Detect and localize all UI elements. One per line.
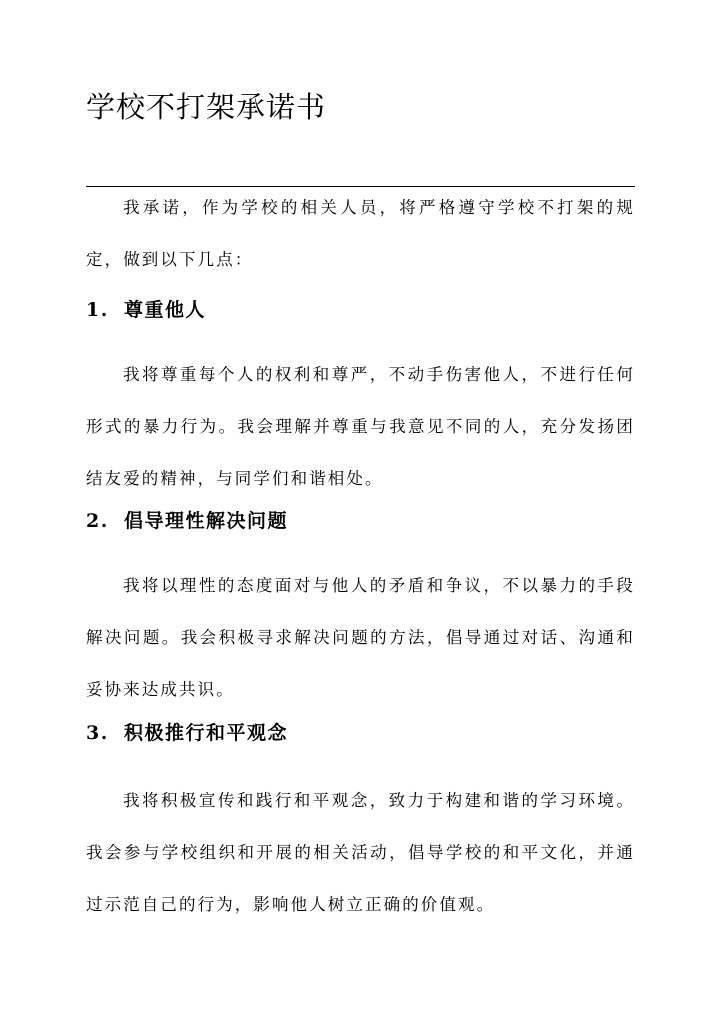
section-body-3: 我将积极宣传和践行和平观念，致力于构建和谐的学习环境。我会参与学校组织和开展的相关活动，倡导学校的和平文化，并通过示范自己的行为，影响他人树立正确的价值观。 xyxy=(86,791,635,914)
section-body-1: 我将尊重每个人的权利和尊严，不动手伤害他人，不进行任何形式的暴力行为。我会理解并尊重与我意见不同的人，充分发扬团结友爱的精神，与同学们和谐相处。 xyxy=(86,365,635,488)
document-title: 学校不打架承诺书 xyxy=(86,90,327,124)
section-title-1: 尊重他人 xyxy=(124,299,207,321)
section-number-1: 1. xyxy=(86,299,109,321)
section-heading-1 xyxy=(86,297,206,323)
section-heading-3 xyxy=(86,720,288,746)
section-heading-2 xyxy=(86,508,288,534)
section-body-2: 我将以理性的态度面对与他人的矛盾和争议，不以暴力的手段解决问题。我会积极寻求解决问题的方法，倡导通过对话、沟通和妥协来达成共识。 xyxy=(86,576,635,699)
section-title-3: 积极推行和平观念 xyxy=(124,722,289,744)
section-number-2: 2. xyxy=(86,510,109,532)
intro-paragraph: 我承诺，作为学校的相关人员，将严格遵守学校不打架的规定，做到以下几点： xyxy=(86,198,635,269)
section-title-2: 倡导理性解决问题 xyxy=(124,510,289,532)
section-number-3: 3. xyxy=(86,722,109,744)
